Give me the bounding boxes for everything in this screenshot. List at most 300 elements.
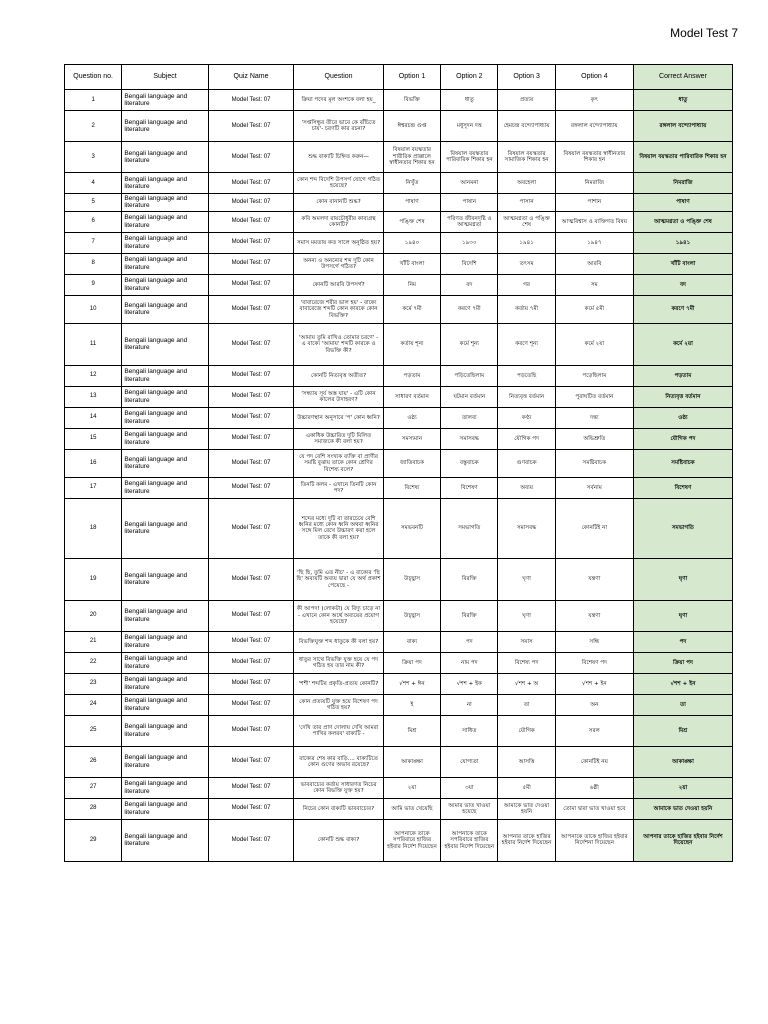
- cell-subject: Bengali language and literature: [122, 652, 208, 673]
- cell-option-1: পঙ্ক্তি শেষ: [383, 211, 440, 232]
- cell-option-1: নিখুঁত: [383, 173, 440, 194]
- cell-option-4: সম: [555, 274, 633, 295]
- cell-subject: Bengali language and literature: [122, 428, 208, 449]
- cell-option-1: উচ্ছ্বাস: [383, 558, 440, 600]
- cell-option-2: বিরক্তি: [441, 600, 498, 631]
- cell-option-2: ৩য়া: [441, 777, 498, 798]
- cell-quiz-name: Model Test: 07: [208, 746, 293, 777]
- cell-option-2: ১৯৩০: [441, 232, 498, 253]
- cell-option-3: অবহেলা: [498, 173, 555, 194]
- header-quiz-name: Quiz Name: [208, 65, 293, 90]
- cell-subject: Bengali language and literature: [122, 558, 208, 600]
- cell-option-2: না: [441, 694, 498, 715]
- cell-question-no: 20: [65, 600, 122, 631]
- cell-option-1: বিভক্তি: [383, 90, 440, 111]
- cell-question-no: 27: [65, 777, 122, 798]
- cell-option-3: কণ্ঠ্য: [498, 407, 555, 428]
- cell-subject: Bengali language and literature: [122, 819, 208, 861]
- cell-option-2: বিরক্তি: [441, 558, 498, 600]
- cell-question-no: 9: [65, 274, 122, 295]
- cell-option-4: কর্মে ২য়া: [555, 323, 633, 365]
- cell-question-no: 6: [65, 211, 122, 232]
- cell-option-3: গুণবাচক: [498, 449, 555, 477]
- cell-option-4: সন্ধি: [555, 631, 633, 652]
- cell-correct-answer: ক্রিয়া পদ: [633, 652, 732, 673]
- cell-correct-answer: করণে ৭মী: [633, 295, 732, 323]
- cell-quiz-name: Model Test: 07: [208, 232, 293, 253]
- cell-quiz-name: Model Test: 07: [208, 407, 293, 428]
- table-row: [65, 232, 733, 253]
- cell-option-2: √শশ + ইক: [441, 673, 498, 694]
- cell-option-1: কর্তায় শূন্য: [383, 323, 440, 365]
- cell-subject: Bengali language and literature: [122, 777, 208, 798]
- cell-option-4: কৃৎ: [555, 90, 633, 111]
- cell-option-3: পাসান: [498, 194, 555, 212]
- cell-question: নিচের কোন বাক্যটি ভাববাচ্যের?: [294, 798, 384, 819]
- cell-option-3: তৎসম: [498, 253, 555, 274]
- table-row: [65, 428, 733, 449]
- table-row: [65, 386, 733, 407]
- cell-question: কোনটি নিত্যবৃত্ত অতীত?: [294, 365, 384, 386]
- cell-option-2: বিষয়াল বয়স্কতার পারিবারিক শিকার হন: [441, 142, 498, 173]
- cell-option-4: অভিশ্রুতি: [555, 428, 633, 449]
- cell-option-1: ২য়া: [383, 777, 440, 798]
- table-row: [65, 715, 733, 746]
- cell-question: অনন্য ও অনন্যের শব্দ দুটি কোন উপসর্গে গঠিত?: [294, 253, 384, 274]
- cell-quiz-name: Model Test: 07: [208, 715, 293, 746]
- cell-option-2: করণে ৭মী: [441, 295, 498, 323]
- cell-correct-answer: নিত্যবৃত্ত বর্তমান: [633, 386, 732, 407]
- cell-question: উচ্চারণস্থান অনুসারে 'প' কোন ধ্বনি?: [294, 407, 384, 428]
- cell-question-no: 10: [65, 295, 122, 323]
- cell-question: শব্দের মধ্যে দুটি বা তারচেয়ে বেশি ধ্বনির মধ্যে কোন ধ্বনি অথবা ধ্বনির সঙ্গে মিল রেখে উচ্চারণ করা হলে তাকে কী বলা হয়?: [294, 498, 384, 558]
- cell-option-3: আপনার তাকে হাজির হইবার নির্দেশ দিয়েছেন: [498, 819, 555, 861]
- cell-question: 'আমায় তুমি রাখিও তোমার চরণে' - এ বাক্যে 'আমায়' শব্দটি কারকে ও বিভক্তি কী?: [294, 323, 384, 365]
- cell-question-no: 24: [65, 694, 122, 715]
- cell-option-2: আমার ভাত খাওয়া হয়েছে: [441, 798, 498, 819]
- cell-question-no: 26: [65, 746, 122, 777]
- cell-option-4: তোমা দ্বারা ভাত খাওয়া হবে: [555, 798, 633, 819]
- cell-question-no: 19: [65, 558, 122, 600]
- cell-option-4: দন্ত্য: [555, 407, 633, 428]
- cell-option-4: আপনাকে তাকে হাজির হইবার নির্দেশনা দিয়েছেন: [555, 819, 633, 861]
- cell-option-1: আকাঙ্ক্ষা: [383, 746, 440, 777]
- cell-option-4: যন্ত্রণা: [555, 600, 633, 631]
- cell-option-1: নিম: [383, 274, 440, 295]
- cell-option-2: ধাতু: [441, 90, 498, 111]
- cell-option-4: কোনটিই নয়: [555, 746, 633, 777]
- cell-option-2: বস্তুবাচক: [441, 449, 498, 477]
- cell-quiz-name: Model Test: 07: [208, 323, 293, 365]
- cell-option-1: ওষ্ঠ্য: [383, 407, 440, 428]
- cell-subject: Bengali language and literature: [122, 194, 208, 212]
- cell-question-no: 15: [65, 428, 122, 449]
- cell-option-2: ঘটমান বর্তমান: [441, 386, 498, 407]
- cell-question: কোন বানানটি শুদ্ধ?: [294, 194, 384, 212]
- cell-question-no: 16: [65, 449, 122, 477]
- header-option-4: Option 4: [555, 65, 633, 90]
- table-row: [65, 173, 733, 194]
- table-row: [65, 777, 733, 798]
- table-row: [65, 798, 733, 819]
- cell-subject: Bengali language and literature: [122, 142, 208, 173]
- cell-subject: Bengali language and literature: [122, 253, 208, 274]
- cell-option-2: কর্মে শূন্য: [441, 323, 498, 365]
- cell-option-2: মধুসূদন দত্ত: [441, 111, 498, 142]
- cell-option-4: সর্বনাম: [555, 477, 633, 498]
- cell-option-3: পড়তেছি: [498, 365, 555, 386]
- cell-subject: Bengali language and literature: [122, 211, 208, 232]
- header-option-1: Option 1: [383, 65, 440, 90]
- cell-option-3: আমাকে ভাত দেওয়া হয়নি: [498, 798, 555, 819]
- cell-option-3: বিষয়াল বয়স্কতার সামাজিক শিকার হন: [498, 142, 555, 173]
- table-row: [65, 673, 733, 694]
- cell-option-2: পরিণত জীবনদৃষ্টি ও আত্মমগ্নতা: [441, 211, 498, 232]
- cell-quiz-name: Model Test: 07: [208, 777, 293, 798]
- table-row: [65, 558, 733, 600]
- cell-question: ধাতুর সাথে বিভক্তি যুক্ত হয়ে যে পদ গঠিত হয় তার নাম কী?: [294, 652, 384, 673]
- cell-subject: Bengali language and literature: [122, 631, 208, 652]
- table-row: [65, 819, 733, 861]
- cell-subject: Bengali language and literature: [122, 498, 208, 558]
- cell-correct-answer: ১৯৪১: [633, 232, 732, 253]
- cell-option-3: কর্তায় ৭মী: [498, 295, 555, 323]
- cell-option-2: বিশেষণ: [441, 477, 498, 498]
- cell-subject: Bengali language and literature: [122, 746, 208, 777]
- cell-option-1: আপনাকে তাকে সপরিবারে হাজির হইবার নির্দেশ দিয়েছেন: [383, 819, 440, 861]
- cell-option-3: তা: [498, 694, 555, 715]
- cell-option-4: আরবি: [555, 253, 633, 274]
- cell-option-4: বিশেষণ পদ: [555, 652, 633, 673]
- cell-quiz-name: Model Test: 07: [208, 558, 293, 600]
- cell-subject: Bengali language and literature: [122, 673, 208, 694]
- cell-subject: Bengali language and literature: [122, 449, 208, 477]
- cell-quiz-name: Model Test: 07: [208, 274, 293, 295]
- cell-question: ক্রিয়া পদের মূল অংশকে বলা হয়_: [294, 90, 384, 111]
- cell-subject: Bengali language and literature: [122, 600, 208, 631]
- cell-question-no: 25: [65, 715, 122, 746]
- table-row: [65, 323, 733, 365]
- cell-quiz-name: Model Test: 07: [208, 673, 293, 694]
- cell-option-1: সাধারণ বর্তমান: [383, 386, 440, 407]
- cell-option-4: পড়েছিলাম: [555, 365, 633, 386]
- cell-option-1: পাষাণ: [383, 194, 440, 212]
- cell-correct-answer: ঘৃণা: [633, 600, 732, 631]
- cell-option-2: বিদেশি: [441, 253, 498, 274]
- cell-correct-answer: সমভাগতি: [633, 498, 732, 558]
- cell-option-3: ১৯৪১: [498, 232, 555, 253]
- cell-option-1: জাতিবাচক: [383, 449, 440, 477]
- cell-quiz-name: Model Test: 07: [208, 386, 293, 407]
- cell-question-no: 29: [65, 819, 122, 861]
- cell-option-1: বাক্য: [383, 631, 440, 652]
- cell-quiz-name: Model Test: 07: [208, 142, 293, 173]
- cell-correct-answer: √শশ + ইন: [633, 673, 732, 694]
- cell-option-3: √শশ + অ: [498, 673, 555, 694]
- cell-correct-answer: ওষ্ঠ্য: [633, 407, 732, 428]
- cell-quiz-name: Model Test: 07: [208, 365, 293, 386]
- cell-option-1: ঈশ্বরচন্দ্র গুপ্ত: [383, 111, 440, 142]
- cell-question-no: 13: [65, 386, 122, 407]
- cell-question: 'দেখি তার প্রাণ দোলায় দেখি আমরা পাখির কলরব' বাক্যটি -: [294, 715, 384, 746]
- cell-correct-answer: বিশেষণ: [633, 477, 732, 498]
- cell-question: কোনটি আরবি উপসর্গ?: [294, 274, 384, 295]
- cell-option-1: পড়তাম: [383, 365, 440, 386]
- cell-option-2: পাষান: [441, 194, 498, 212]
- cell-question-no: 14: [65, 407, 122, 428]
- cell-question: বিভক্তিযুক্ত শব্দ ধাতুকে কী বলা হয়?: [294, 631, 384, 652]
- cell-option-2: সমাসবদ্ধ: [441, 428, 498, 449]
- cell-subject: Bengali language and literature: [122, 407, 208, 428]
- cell-quiz-name: Model Test: 07: [208, 498, 293, 558]
- cell-option-4: পুরাঘটিত বর্তমান: [555, 386, 633, 407]
- cell-option-2: আপনাকে তাকে সপরিবারে হাজির হইবার নির্দেশ দিয়েছেন: [441, 819, 498, 861]
- cell-question: 'ছি ছি, তুমি এত নীচ' - এ বাক্যের 'ছি ছি' অব্যয়টি অব্যয় দ্বারা যে অর্থ প্রকাশ পেয়েছে -: [294, 558, 384, 600]
- cell-question: 'সপ্তসিন্ধুর তীরে ভাবে কে বাঁচিতে চায়'- চরণটি কার রচনা?: [294, 111, 384, 142]
- cell-question: 'বাবারেজে শরীর ভাল হয়' - বাক্যে বাবারেজে শব্দটি কোন কারকে কোন বিভক্তি?: [294, 295, 384, 323]
- cell-option-2: নাম পদ: [441, 652, 498, 673]
- cell-subject: Bengali language and literature: [122, 323, 208, 365]
- cell-option-3: সমাস: [498, 631, 555, 652]
- table-row: [65, 142, 733, 173]
- cell-option-2: পদ: [441, 631, 498, 652]
- cell-option-3: বিশেষ্য পদ: [498, 652, 555, 673]
- cell-option-3: আত্মমগ্নতা ও পঙ্ক্তি শেষ: [498, 211, 555, 232]
- cell-question: শুদ্ধ বাক্যটি চিহ্নিত করুন—: [294, 142, 384, 173]
- cell-option-2: বদ: [441, 274, 498, 295]
- table-row: [65, 498, 733, 558]
- cell-option-1: মিশ্র: [383, 715, 440, 746]
- table-row: [65, 274, 733, 295]
- cell-question-no: 5: [65, 194, 122, 212]
- cell-option-4: ১৯৪৭: [555, 232, 633, 253]
- cell-correct-answer: পড়তাম: [633, 365, 732, 386]
- header-option-2: Option 2: [441, 65, 498, 90]
- cell-quiz-name: Model Test: 07: [208, 652, 293, 673]
- cell-subject: Bengali language and literature: [122, 111, 208, 142]
- table-row: [65, 449, 733, 477]
- table-row: [65, 407, 733, 428]
- cell-option-2: সাধিত: [441, 715, 498, 746]
- cell-option-1: সমস্যমান: [383, 428, 440, 449]
- header-row: [65, 65, 733, 90]
- cell-quiz-name: Model Test: 07: [208, 449, 293, 477]
- header-question: Question: [294, 65, 384, 90]
- cell-correct-answer: আপনার তাকে হাজির হইবার নির্দেশ দিয়েছেন: [633, 819, 732, 861]
- cell-option-1: সমভবনটি: [383, 498, 440, 558]
- cell-correct-answer: মিশ্র: [633, 715, 732, 746]
- cell-quiz-name: Model Test: 07: [208, 111, 293, 142]
- cell-correct-answer: খাঁটি বাংলা: [633, 253, 732, 274]
- cell-question: কী আপদ! (লোকটা) যে বিদ্যু চাড়ে না - এখানে কোন অর্থে অব্যয়ের প্রয়োগ হয়েছে?: [294, 600, 384, 631]
- cell-option-1: √শশ + ঈন: [383, 673, 440, 694]
- cell-question: 'সন্ধ্যায় সূর্য অস্ত যায়' - এটি কোন কালের উদাহরণ?: [294, 386, 384, 407]
- table-row: [65, 477, 733, 498]
- table-row: [65, 652, 733, 673]
- cell-option-1: উচ্ছ্বাস: [383, 600, 440, 631]
- cell-question: তিনটি কলম - এখানে তিনটি কোন পদ?: [294, 477, 384, 498]
- cell-option-3: যৌগিক পদ: [498, 428, 555, 449]
- cell-question-no: 4: [65, 173, 122, 194]
- cell-question: কোনটি শুদ্ধ বাক্য?: [294, 819, 384, 861]
- cell-option-2: তালব্য: [441, 407, 498, 428]
- cell-correct-answer: রঙ্গলাল বন্দ্যোপাধ্যায়: [633, 111, 732, 142]
- cell-quiz-name: Model Test: 07: [208, 798, 293, 819]
- cell-option-4: যন্ত্রণা: [555, 558, 633, 600]
- cell-correct-answer: পাষাণ: [633, 194, 732, 212]
- cell-option-3: সমাসবদ্ধ: [498, 498, 555, 558]
- table-row: [65, 631, 733, 652]
- cell-option-4: পাশান: [555, 194, 633, 212]
- cell-question: ভাববাচ্যের কর্তায় সাধারণত নিচের কোন বিভক্তি যুক্ত হয়?: [294, 777, 384, 798]
- cell-option-3: অব্যয়: [498, 477, 555, 498]
- cell-correct-answer: ঘৃণা: [633, 558, 732, 600]
- cell-subject: Bengali language and literature: [122, 90, 208, 111]
- cell-option-4: কোনটিই না: [555, 498, 633, 558]
- cell-question-no: 23: [65, 673, 122, 694]
- question-table: [64, 64, 733, 862]
- cell-question: সমাস মমতায় কত সালে অনুষ্ঠিত হয়?: [294, 232, 384, 253]
- header-subject: Subject: [122, 65, 208, 90]
- cell-option-3: করণে শূন্য: [498, 323, 555, 365]
- cell-option-1: ই: [383, 694, 440, 715]
- cell-quiz-name: Model Test: 07: [208, 90, 293, 111]
- table-row: [65, 295, 733, 323]
- cell-quiz-name: Model Test: 07: [208, 194, 293, 212]
- page-title: Model Test 7: [670, 26, 738, 40]
- cell-quiz-name: Model Test: 07: [208, 694, 293, 715]
- cell-subject: Bengali language and literature: [122, 274, 208, 295]
- cell-subject: Bengali language and literature: [122, 295, 208, 323]
- table-row: [65, 600, 733, 631]
- cell-option-4: অন: [555, 694, 633, 715]
- cell-option-1: ক্রিয়া পদ: [383, 652, 440, 673]
- cell-subject: Bengali language and literature: [122, 232, 208, 253]
- cell-option-4: সরল: [555, 715, 633, 746]
- cell-option-1: আমি ভাত খেয়েছি: [383, 798, 440, 819]
- cell-question-no: 8: [65, 253, 122, 274]
- cell-quiz-name: Model Test: 07: [208, 173, 293, 194]
- cell-option-3: প্রত্যয়: [498, 90, 555, 111]
- table-row: [65, 365, 733, 386]
- cell-subject: Bengali language and literature: [122, 798, 208, 819]
- cell-correct-answer: বদ: [633, 274, 732, 295]
- cell-quiz-name: Model Test: 07: [208, 295, 293, 323]
- cell-option-3: যৌগিক: [498, 715, 555, 746]
- cell-correct-answer: যৌগিক পদ: [633, 428, 732, 449]
- cell-quiz-name: Model Test: 07: [208, 428, 293, 449]
- cell-option-3: ঘৃণা: [498, 600, 555, 631]
- table-body: [65, 90, 733, 862]
- cell-option-4: √শশ + ইন: [555, 673, 633, 694]
- cell-question-no: 17: [65, 477, 122, 498]
- cell-option-2: যোগ্যতা: [441, 746, 498, 777]
- cell-question-no: 28: [65, 798, 122, 819]
- cell-option-3: হেমচন্দ্র বন্দ্যোপাধ্যায়: [498, 111, 555, 142]
- cell-subject: Bengali language and literature: [122, 477, 208, 498]
- cell-subject: Bengali language and literature: [122, 694, 208, 715]
- table-row: [65, 253, 733, 274]
- table-row: [65, 90, 733, 111]
- cell-question-no: 22: [65, 652, 122, 673]
- cell-question-no: 7: [65, 232, 122, 253]
- cell-option-1: কর্মে ৭মী: [383, 295, 440, 323]
- cell-option-4: ৬ষ্ঠী: [555, 777, 633, 798]
- cell-question: কোন শব্দ বিদেশি উপসর্গ যোগে গঠিত হয়েছে?: [294, 173, 384, 194]
- cell-quiz-name: Model Test: 07: [208, 253, 293, 274]
- cell-correct-answer: আত্মমগ্নতা ও পঙ্ক্তি শেষ: [633, 211, 732, 232]
- cell-option-4: বিষয়াল বয়স্কতার স্বাধীনতার শিকার হন: [555, 142, 633, 173]
- cell-subject: Bengali language and literature: [122, 386, 208, 407]
- cell-correct-answer: পদ: [633, 631, 732, 652]
- cell-subject: Bengali language and literature: [122, 173, 208, 194]
- cell-question-no: 1: [65, 90, 122, 111]
- cell-correct-answer: আকাঙ্ক্ষা: [633, 746, 732, 777]
- cell-quiz-name: Model Test: 07: [208, 600, 293, 631]
- cell-option-1: বিষয়াল বয়স্কতার শারীরিক প্রাক্কালে স্বাধীনতার শিকার হন: [383, 142, 440, 173]
- header-correct-answer: Correct Answer: [633, 65, 732, 90]
- table-row: [65, 111, 733, 142]
- cell-option-4: কর্মে ৫মী: [555, 295, 633, 323]
- cell-subject: Bengali language and literature: [122, 715, 208, 746]
- cell-quiz-name: Model Test: 07: [208, 819, 293, 861]
- cell-option-2: সমভাগতি: [441, 498, 498, 558]
- cell-option-3: নিত্যবৃত্ত বর্তমান: [498, 386, 555, 407]
- cell-option-1: ১৯৪০: [383, 232, 440, 253]
- cell-option-2: আনমনা: [441, 173, 498, 194]
- cell-question-no: 11: [65, 323, 122, 365]
- cell-subject: Bengali language and literature: [122, 365, 208, 386]
- cell-quiz-name: Model Test: 07: [208, 477, 293, 498]
- cell-question-no: 21: [65, 631, 122, 652]
- cell-quiz-name: Model Test: 07: [208, 631, 293, 652]
- cell-option-1: বিশেষ্য: [383, 477, 440, 498]
- cell-question-no: 3: [65, 142, 122, 173]
- cell-option-3: ঘৃণা: [498, 558, 555, 600]
- table-row: [65, 694, 733, 715]
- cell-option-4: আত্মবিশ্বাস ও ব্যক্তিগত বিষয়: [555, 211, 633, 232]
- cell-question: কবি অমলদা রায়চৌধুরীর কাব্যগ্রন্থ কোনটি?: [294, 211, 384, 232]
- cell-correct-answer: বিষয়াল বয়স্কতার পারিবারিক শিকার হন: [633, 142, 732, 173]
- header-option-3: Option 3: [498, 65, 555, 90]
- cell-correct-answer: ধাতু: [633, 90, 732, 111]
- cell-option-4: রঙ্গলাল বন্দ্যোপাধ্যায়: [555, 111, 633, 142]
- cell-question-no: 18: [65, 498, 122, 558]
- cell-option-3: গর: [498, 274, 555, 295]
- cell-quiz-name: Model Test: 07: [208, 211, 293, 232]
- table-row: [65, 746, 733, 777]
- cell-question: বাক্যের শেষ কার বাড়ি.... বাক্যটিতে কোন গুণের অভাব রয়েছে?: [294, 746, 384, 777]
- cell-option-3: ৫মী: [498, 777, 555, 798]
- cell-correct-answer: সমষ্টিবাচক: [633, 449, 732, 477]
- cell-correct-answer: তা: [633, 694, 732, 715]
- cell-correct-answer: কর্মে ২য়া: [633, 323, 732, 365]
- cell-question: একাধিক উচ্চারিত দুটি মিলিত সমাজকে কী বলা হয়?: [294, 428, 384, 449]
- cell-correct-answer: ২য়া: [633, 777, 732, 798]
- cell-question: 'শশী' শব্দটির প্রকৃতি-প্রত্যয় কোনটি?: [294, 673, 384, 694]
- table-row: [65, 194, 733, 212]
- cell-question-no: 12: [65, 365, 122, 386]
- cell-option-4: সমষ্টিবাচক: [555, 449, 633, 477]
- cell-option-4: নিমরাজি: [555, 173, 633, 194]
- cell-question: কোন প্রত্যয়টি যুক্ত হয়ে বিশেষণ পদ গঠিত হয়?: [294, 694, 384, 715]
- cell-question-no: 2: [65, 111, 122, 142]
- cell-correct-answer: নিমরাজি: [633, 173, 732, 194]
- cell-correct-answer: আমাকে ভাত দেওয়া হয়নি: [633, 798, 732, 819]
- cell-option-1: খাঁটি বাংলা: [383, 253, 440, 274]
- cell-option-3: আসত্তি: [498, 746, 555, 777]
- table-row: [65, 211, 733, 232]
